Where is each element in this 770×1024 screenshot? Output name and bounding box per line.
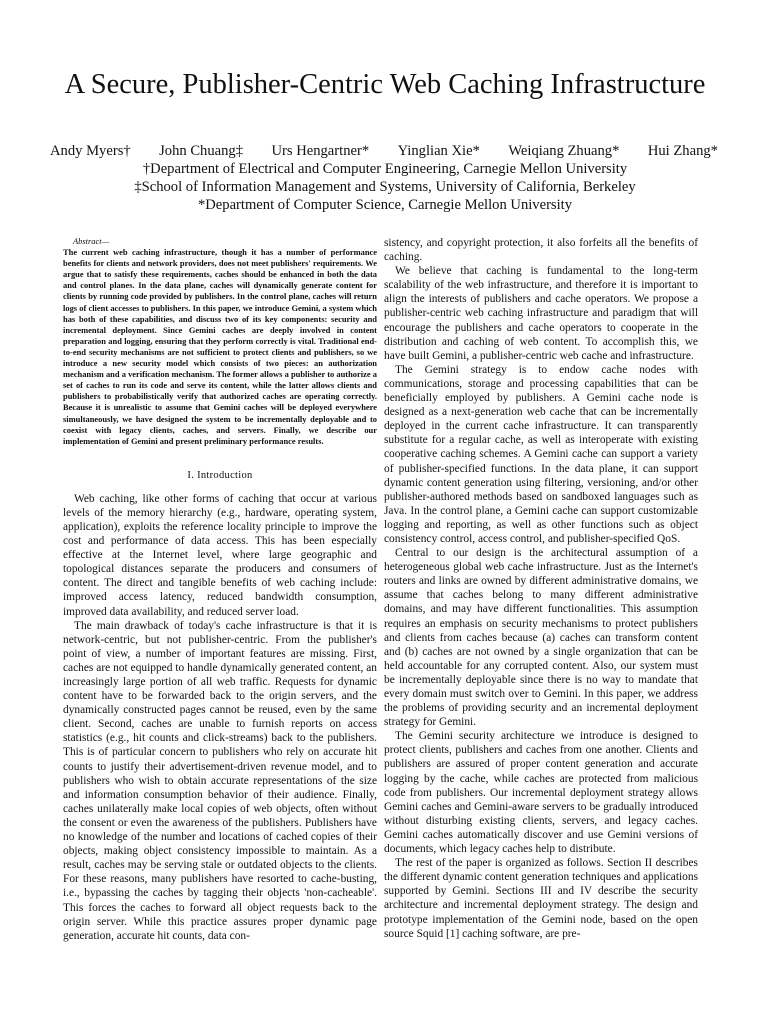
paragraph: The Gemini strategy is to endow cache nodes with communications, storage and processing capabilities that can be beneficially employed by publishers. A Gemini cache node is designed as a next-generation web cache that can be incrementally deployed in the current cache infrastructure. It can transparently substitute for a regular cache, as well as interoperate with existing cooperative caching schemes. A Gemini cache can support a variety of publisher-specified functions. In the data plane, it can support dynamic content generation using filtering, versioning, and/or other publisher-authored methods based on sandboxed languages such as Java. In the control plane, a Gemini cache can support customizable logging and reporting, as well as other functions such as object consistency control, access control, and publisher-specified QoS.	[384, 363, 698, 545]
paragraph: Central to our design is the architectural assumption of a heterogeneous global web cache infrastructure. Just as the Internet's routers and links are owned by different administrative domains, we assume that caches belong to many different administrative domains, and may have different functionalities. This assumption requires an emphasis on security mechanisms to protect publishers and clients from caches because (a) caches can transform content and (b) caches are not owned by a single organization that can be held accountable for any corrupted content. Also, our system must be incrementally deployable since there is no way to mandate that every domain must switch over to Gemini. In this paper, we address the problems of providing security and an incremental deployment strategy for Gemini.	[384, 547, 698, 729]
paragraph: The Gemini security architecture we introduce is designed to protect clients, publishers and caches from one another. Clients and publishers are assured of proper content generation and accurate logging by the cache, while caches are protected from malicious code from publishers. Our incremental deployment strategy allows Gemini caches and Gemini-aware servers to be gradually introduced without disturbing existing clients, servers, and legacy caches. Gemini caches automatically discover and use Gemini versions of documents, which legacy caches help to distribute.	[384, 730, 698, 856]
paragraph: We believe that caching is fundamental to the long-term scalability of the web infrastructure, and therefore it is important to align the interests of publishers and cache operators. We propose a publisher-centric web caching infrastructure and paradigm that will encourage the publishers and cache operators to cooperate in the distribution and caching of web content. To accomplish this, we have built Gemini, a publisher-centric web cache and infrastructure.	[384, 265, 698, 362]
paper-title: A Secure, Publisher-Centric Web Caching Infrastructure	[64, 69, 706, 100]
paragraph: Web caching, like other forms of caching that occur at various levels of the memory hierarchy (e.g., hardware, operating system, application), exploits the reference locality principle to improve the cost and performance of data access. This has been especially effective at the Internet level, where large geographic and topological distances separate the producers and consumers of content. The direct and tangible benefits of web caching include: improved access latency, reduced bandwidth consumption, improved data availability, and reduced server load.	[63, 492, 377, 618]
right-column	[384, 236, 698, 941]
section-heading: I. Introduction	[187, 469, 253, 481]
affiliation: ‡School of Information Management and Systems, University of California, Berkeley	[134, 179, 636, 195]
author-name: Urs Hengartner*	[271, 143, 370, 159]
affiliation: *Department of Computer Science, Carnegie Mellon University	[197, 197, 573, 213]
paragraph-continuation: sistency, and copyright protection, it also forfeits all the benefits of caching.	[384, 237, 698, 264]
left-column	[63, 236, 377, 943]
author-name: John Chuang‡	[159, 143, 244, 159]
author-name: Weiqiang Zhuang*	[508, 143, 620, 159]
author-name: Yinglian Xie*	[397, 143, 480, 159]
author-list	[50, 142, 718, 160]
paragraph: The rest of the paper is organized as follows. Section II describes the different dynamic content generation techniques and applications supported by Gemini. Sections III and IV describe the security architecture and incremental deployment strategy. The design and prototype implementation of the Gemini node, based on the open source Squid [1] caching software, are pre-	[384, 857, 698, 940]
abstract	[63, 236, 377, 447]
author-name: Hui Zhang*	[647, 143, 718, 159]
author-name: Andy Myers†	[50, 143, 131, 159]
abstract-label: Abstract—	[73, 236, 110, 246]
abstract-text: The current web caching infrastructure, though it has a number of performance benefits for clients and network providers, does not meet publishers' requirements. We argue that to satisfy these requirements, caches should be enhanced in both the data and control planes. In the data plane, caches will dynamically generate content for clients by running code provided by publishers. In the control plane, caches will return logs of client accesses to publishers. In this paper, we introduce Gemini, a system which has both of these capabilities, and discuss two of its key components: security and incremental deployment. Since Gemini caches are deeply involved in content preparation and logging, ensuring that they perform correctly is vital. Traditional end-to-end security mechanisms are not sufficient to protect clients and publishers, so we introduce a new security model which consists of two pieces: an authorization mechanism and a verification mechanism. The former allows a publisher to authorize a set of caches to run its code and serve its content, while the latter allows clients and publishers to probabilistically verify that authorized caches are operating correctly. Because it is unrealistic to assume that Gemini caches will be deployed everywhere simultaneously, we have designed the system to be incrementally deployable and to coexist with legacy clients, caches, and servers. Finally, we describe our implementation of Gemini and present preliminary performance results.	[63, 247, 377, 446]
affiliation: †Department of Electrical and Computer Engineering, Carnegie Mellon University	[142, 161, 628, 177]
paragraph: The main drawback of today's cache infrastructure is that it is network-centric, but not publisher-centric. From the publisher's point of view, a number of important features are missing. First, caches are not equipped to handle dynamically generated content, an increasingly large portion of all web traffic. Requests for dynamic content have to be forwarded back to the origin servers, and the dynamically constructed pages cannot be reused, even by the same client. Second, caches are unable to furnish reports on access statistics (e.g., hit counts and click-streams) back to the publishers. This is of particular concern to publishers who rely on accurate hit counts to justify their advertisement-driven revenue model, and to publishers who wish to obtain accurate representations of the size and information consumption behavior of their audience. Finally, caches unilaterally make local copies of web objects, often without the consent or even the awareness of the publishers. Publishers have no knowledge of the number and locations of cached copies of their objects, making object consistency impossible to maintain. As a result, caches may be serving stale or outdated objects to the clients. For these reasons, many publishers have resorted to cache-busting, i.e., bypassing the caches by tagging their objects 'non-cacheable'. This forces the caches to forward all object requests back to the origin server. While this practice assures proper dynamic page generation, accurate hit counts, data con-	[63, 619, 377, 942]
